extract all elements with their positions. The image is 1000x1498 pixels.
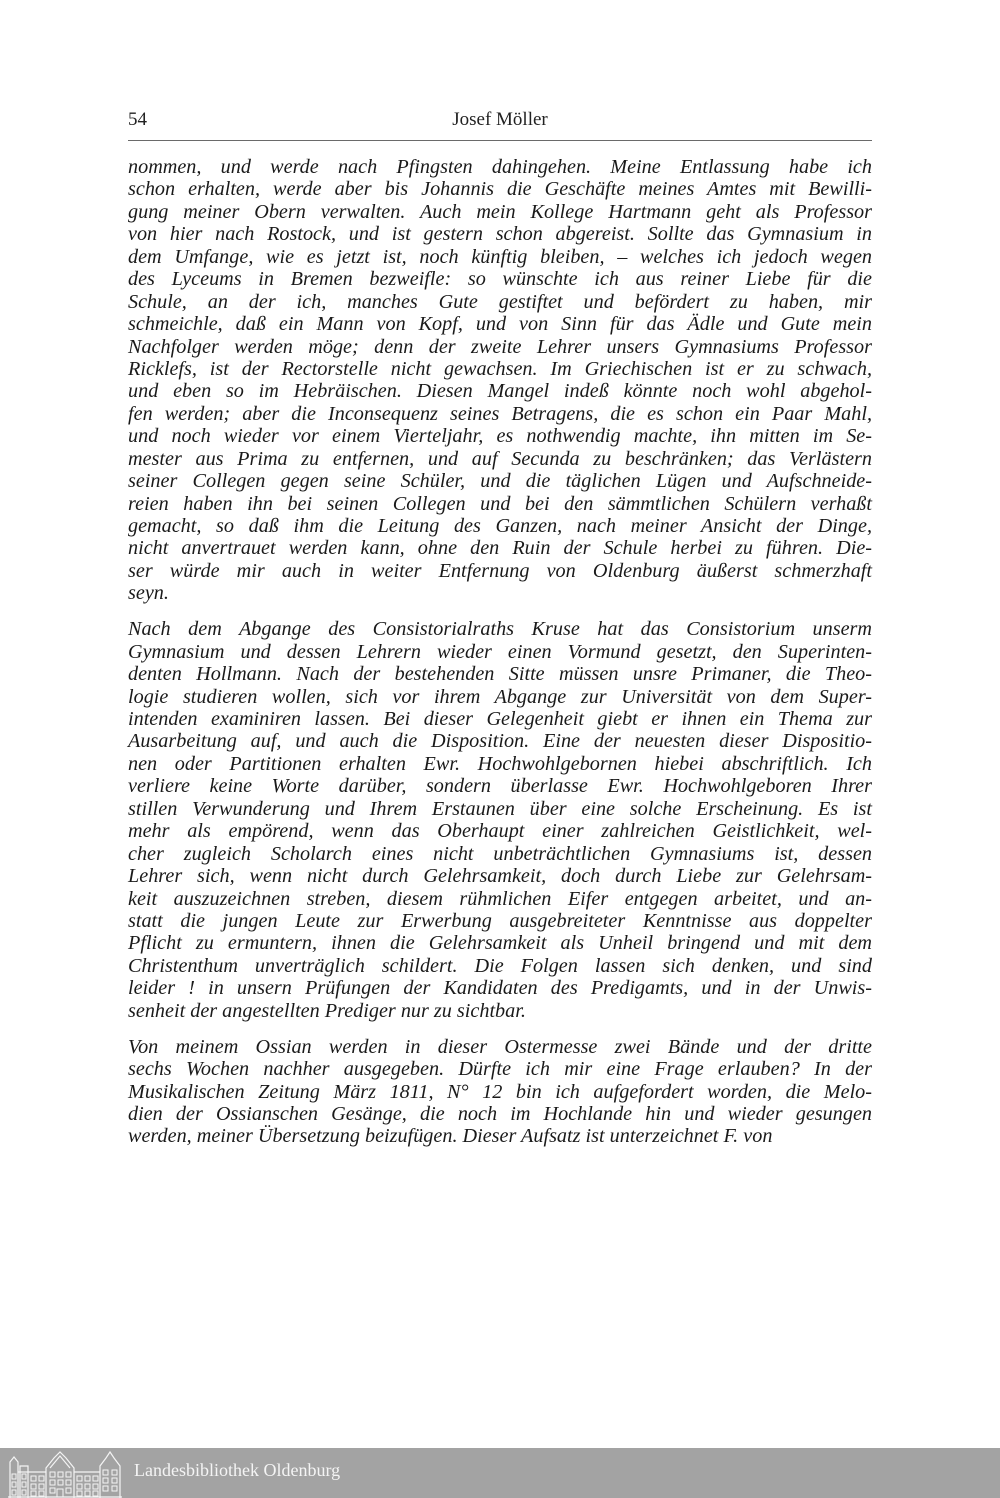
text-line: nen oder Partitionen erhalten Ewr. Hochwohlgebornen hiebei abschriftlich. Ich: [128, 752, 872, 775]
text-line: schmeichle, daß ein Mann von Kopf, und von Sinn für das Ädle und Gute mein: [128, 313, 872, 336]
text-line: denten Hollmann. Nach der bestehenden Sitte müssen unsre Primaner, die Theo-: [128, 663, 872, 686]
text-line: Lehrer sich, wenn nicht durch Gelehrsamkeit, doch durch Liebe zur Gelehrsam-: [128, 865, 872, 888]
text-line: von hier nach Rostock, und ist gestern schon abgereist. Sollte das Gymnasium in: [128, 223, 872, 246]
text-line: dem Umfange, wie es jetzt ist, noch künftig bleiben, – welches ich jedoch wegen: [128, 245, 872, 268]
text-line: seiner Collegen gegen seine Schüler, und die täglichen Lügen und Aufschneide-: [128, 470, 872, 493]
text-line: Nach dem Abgange des Consistorialraths Kruse hat das Consistorium unserm: [128, 618, 872, 641]
text-line: nicht anvertrauet werden kann, ohne den Ruin der Schule herbei zu führen. Die-: [128, 537, 872, 560]
footer-bar: [0, 1448, 1000, 1498]
text-line: mehr als empörend, wenn das Oberhaupt einer zahlreichen Geistlichkeit, wel-: [128, 820, 872, 843]
text-line: schon erhalten, werde aber bis Johannis die Geschäfte meines Amtes mit Bewilli-: [128, 178, 872, 201]
text-line: gung meiner Obern verwalten. Auch mein Kollege Hartmann geht als Professor: [128, 200, 872, 223]
text-line: sechs Wochen nachher ausgegeben. Dürfte ich mir eine Frage erlauben? In der: [128, 1058, 872, 1081]
text-line: Gymnasium und dessen Lehrern wieder einen Vormund gesetzt, den Superinten-: [128, 640, 872, 663]
library-building-icon: [6, 1448, 124, 1498]
text-line: nommen, und werde nach Pfingsten dahingehen. Meine Entlassung habe ich: [128, 156, 872, 178]
text-line: gemacht, so daß ihm die Leitung des Ganzen, nach meiner Ansicht der Dinge,: [128, 515, 872, 537]
text-line: Nachfolger werden möge; denn der zweite Lehrer unsers Gymnasiums Professor: [128, 335, 872, 358]
text-line: Ausarbeitung auf, und auch die Disposition. Eine der neuesten dieser Dispositio-: [128, 730, 872, 753]
text-line: Pflicht zu ermuntern, ihnen die Gelehrsamkeit als Unheil bringend und mit dem: [128, 932, 872, 955]
library-name: Landesbibliothek Oldenburg: [134, 1460, 341, 1480]
text-line: verliere keine Worte darüber, sondern überlasse Ewr. Hochwohlgeboren Ihrer: [128, 775, 872, 798]
page-header: [128, 106, 872, 141]
text-line: mester aus Prima zu entfernen, und auf Secunda zu beschränken; das Verlästern: [128, 447, 872, 470]
text-line: Musikalischen Zeitung März 1811, N° 12 bin ich aufgefordert worden, die Melo-: [128, 1080, 872, 1103]
text-line: leider ! in unsern Prüfungen der Kandidaten des Predigamts, und in der Unwis-: [128, 977, 872, 1000]
text-line: intenden examiniren lassen. Bei dieser Gelegenheit giebt er ihnen ein Thema zur: [128, 708, 872, 730]
page-number: 54: [128, 109, 147, 130]
text-line: Ricklefs, ist der Rectorstelle nicht gewachsen. Im Griechischen ist er zu schwach,: [128, 357, 872, 380]
paragraph: [128, 618, 872, 1022]
text-line: logie studieren wollen, sich vor ihrem Abgange zur Universität von dem Super-: [128, 685, 872, 708]
text-line: fen werden; aber die Inconsequenz seines Betragens, die es schon ein Paar Mahl,: [128, 402, 872, 425]
text-line: und noch wieder vor einem Vierteljahr, es nothwendig machte, ihn mitten im Se-: [128, 425, 872, 448]
running-head: Josef Möller: [452, 109, 548, 130]
body-text: [128, 156, 872, 1161]
paragraph: [128, 1036, 872, 1148]
text-line: des Lyceums in Bremen bezweifle: so wünschte ich aus reiner Liebe für die: [128, 268, 872, 291]
text-line: statt die jungen Leute zur Erwerbung ausgebreiteter Kenntnisse aus doppelter: [128, 909, 872, 932]
text-line: und eben so im Hebräischen. Diesen Mangel indeß könnte noch wohl abgehol-: [128, 380, 872, 403]
text-line: Von meinem Ossian werden in dieser Ostermesse zwei Bände und der dritte: [128, 1035, 872, 1058]
text-line: Schule, an der ich, manches Gute gestiftet und befördert zu haben, mir: [128, 290, 872, 313]
text-line: stillen Verwunderung und Ihrem Erstaunen über eine solche Erscheinung. Es ist: [128, 797, 872, 820]
text-line: reien haben ihn bei seinen Collegen und bei den sämmtlichen Schülern verhaßt: [128, 492, 872, 515]
text-line: keit auszuzeichnen streben, diesem rühmlichen Eifer entgegen arbeitet, und an-: [128, 887, 872, 910]
paragraph: [128, 156, 872, 605]
text-line: seyn.: [128, 582, 169, 605]
text-line: werden, meiner Übersetzung beizufügen. Dieser Aufsatz ist unterzeichnet F. von: [128, 1125, 773, 1148]
text-line: cher zugleich Scholarch eines nicht unbeträchtlichen Gymnasiums ist, dessen: [128, 842, 872, 865]
text-line: dien der Ossianschen Gesänge, die noch im Hochlande hin und wieder gesungen: [128, 1102, 872, 1125]
text-line: senheit der angestellten Prediger nur zu sichtbar.: [128, 999, 526, 1022]
text-line: ser würde mir auch in weiter Entfernung von Oldenburg äußerst schmerzhaft: [128, 559, 872, 582]
text-line: Christenthum unverträglich schildert. Die Folgen lassen sich denken, und sind: [128, 954, 872, 977]
